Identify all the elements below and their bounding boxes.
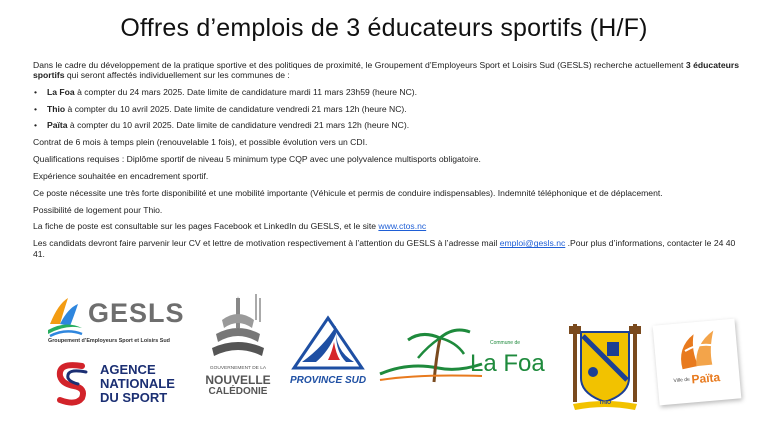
la-foa-name: La Foa <box>470 350 545 377</box>
intro-paragraph <box>33 60 739 81</box>
province-sud-logo <box>284 312 372 392</box>
bullet: • <box>34 103 38 114</box>
nc-line1: GOUVERNEMENT DE LA <box>209 366 267 371</box>
nc-line3: CALÉDONIE <box>208 386 268 397</box>
commune-details: à compter du 10 avril 2025. Date limite de candidature vendredi 21 mars 12h (heure NC). <box>67 120 410 131</box>
ans-line1: AGENCE <box>100 362 156 377</box>
gesls-logo <box>46 294 196 346</box>
nc-emblem-icon <box>202 290 274 362</box>
province-name: PROVINCE SUD <box>289 375 367 386</box>
job-offer-body <box>33 60 739 266</box>
ans-line3: DU SPORT <box>100 390 168 405</box>
paita-logo <box>653 319 742 406</box>
ctos-link[interactable]: www.ctos.nc <box>378 221 427 232</box>
thio-shield-icon <box>563 322 647 412</box>
page-title: Offres d’emplois de 3 éducateurs sportifs (H/F) <box>120 14 648 42</box>
nc-line2: NOUVELLE <box>205 373 271 387</box>
intro-text-end: qui seront affectés individuellement sur les communes de : <box>64 70 290 81</box>
housing-paragraph: Possibilité de logement pour Thio. <box>33 204 163 215</box>
ans-line2: NATIONALE <box>100 376 175 391</box>
commune-details: à compter du 10 avril 2025. Date limite de candidature vendredi 21 mars 12h (heure NC). <box>65 103 407 114</box>
ans-s-icon <box>52 360 92 408</box>
la-foa-small: Commune de <box>490 340 521 346</box>
ans-logo <box>52 360 202 412</box>
commune-details: à compter du 24 mars 2025. Date limite de candidature mardi 11 mars 23h59 (heure NC). <box>74 86 418 97</box>
province-sail-icon <box>284 312 372 376</box>
partner-logos <box>0 288 768 434</box>
communes-list <box>33 87 739 131</box>
paita-wing-icon <box>653 319 739 378</box>
nc-government-logo <box>202 290 274 410</box>
application-text: Les candidats devront faire parvenir leur CV et lettre de motivation respectivement à l’attention du GESLS à l’adresse mail <box>33 238 500 249</box>
list-item-paita <box>33 120 739 130</box>
email-link[interactable]: emploi@gesls.nc <box>499 238 566 249</box>
mobility-paragraph: Ce poste nécessite une très forte disponibilité et une mobilité importante (Véhicule et permis de conduire indispensables). Indemnité téléphonique et de déplacement. <box>33 187 663 198</box>
thio-name: THIO <box>599 400 611 406</box>
paita-small: Ville de <box>673 376 691 385</box>
application-paragraph <box>33 238 739 259</box>
bullet: • <box>34 120 38 131</box>
gesls-name: GESLS <box>88 298 185 328</box>
commune-name: Thio <box>47 103 66 114</box>
application-text-end: .Pour plus d’informations, contacter le 24 40 41. <box>33 238 736 259</box>
job-sheet-text: La fiche de poste est consultable sur les pages Facebook et LinkedIn du GESLS, et le site <box>33 221 379 232</box>
commune-name: La Foa <box>47 86 75 97</box>
commune-name: Païta <box>47 120 68 131</box>
contract-paragraph: Contrat de 6 mois à temps plein (renouvelable 1 fois), et possible évolution vers un CDI. <box>33 136 368 147</box>
gesls-subtitle: Groupement d’Employeurs Sport et Loisirs Sud <box>48 338 170 344</box>
list-item-la-foa <box>33 87 739 97</box>
bullet: • <box>34 86 38 97</box>
intro-text: Dans le cadre du développement de la pratique sportive et des politiques de proximité, le Groupement d’Employeurs Sport et Loisirs Sud (GESLS) recherche actuellement <box>33 60 686 70</box>
paita-name: Païta <box>690 370 721 387</box>
qualifications-paragraph: Qualifications requises : Diplôme sportif de niveau 5 minimum type CQP avec une polyvalence multisports obligatoire. <box>33 153 481 164</box>
thio-logo <box>563 322 647 412</box>
job-sheet-paragraph <box>33 221 739 231</box>
intro-bold: 3 éducateurs sportifs <box>33 60 739 81</box>
experience-paragraph: Expérience souhaitée en encadrement sportif. <box>33 170 209 181</box>
list-item-thio <box>33 104 739 114</box>
la-foa-logo <box>378 324 550 390</box>
